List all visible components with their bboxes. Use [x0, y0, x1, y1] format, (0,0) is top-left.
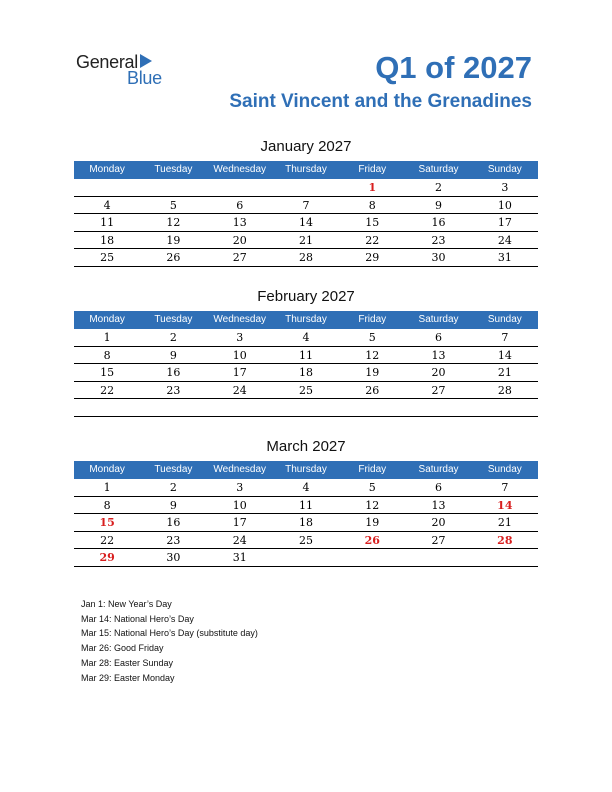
day-cell [207, 179, 273, 196]
day-cell: 3 [236, 481, 244, 494]
day-cell: 21 [497, 516, 512, 529]
day-cell: 18 [298, 366, 313, 379]
day-cell [74, 179, 140, 196]
day-cell: 16 [166, 366, 181, 379]
day-cell: 17 [232, 366, 247, 379]
day-cell: 14 [497, 498, 513, 512]
day-cell: 24 [232, 383, 247, 397]
day-cell: 5 [368, 331, 376, 344]
day-cell: 2 [169, 481, 177, 494]
day-cell: 12 [166, 216, 181, 229]
day-cell: 11 [298, 348, 313, 362]
day-cell: 5 [368, 481, 376, 494]
day-cell: 23 [431, 233, 446, 247]
weekday-label: Saturday [418, 464, 459, 475]
week-row [74, 497, 538, 515]
day-cell: 27 [431, 533, 446, 547]
weekday-label: Saturday [418, 314, 459, 325]
day-cell: 15 [365, 216, 380, 229]
day-cell: 12 [365, 348, 380, 362]
day-cell: 3 [236, 331, 244, 344]
day-cell: 28 [298, 251, 313, 264]
day-cell: 18 [100, 233, 115, 247]
day-cell: 22 [100, 383, 115, 397]
weekday-label: Friday [358, 314, 387, 325]
day-cell: 11 [100, 216, 115, 229]
week-row [74, 249, 538, 267]
day-cell [405, 399, 471, 416]
day-cell: 21 [497, 366, 512, 379]
day-cell: 21 [298, 233, 313, 247]
logo-blue-text: Blue [127, 68, 162, 88]
week-row [74, 514, 538, 532]
week-row [74, 232, 538, 250]
day-cell: 11 [298, 498, 313, 512]
day-cell: 20 [232, 233, 247, 247]
holiday-notes [81, 597, 258, 685]
day-cell [273, 179, 339, 196]
day-cell: 30 [431, 251, 446, 264]
weekday-label: Thursday [285, 314, 327, 325]
weekday-label: Thursday [285, 164, 327, 175]
day-cell: 10 [232, 348, 247, 362]
day-cell [74, 399, 140, 416]
day-cell: 20 [431, 516, 446, 529]
page-title: Q1 of 2027 [375, 50, 532, 85]
day-cell: 28 [497, 533, 513, 547]
month-february [74, 287, 538, 417]
day-cell: 1 [103, 481, 111, 494]
day-cell: 5 [169, 198, 177, 212]
day-cell: 23 [166, 533, 181, 547]
month-january [74, 137, 538, 267]
logo-general-text: General [76, 52, 138, 72]
day-cell: 1 [103, 331, 111, 344]
day-cell: 6 [236, 198, 244, 212]
day-cell [339, 549, 405, 566]
day-cell: 20 [431, 366, 446, 379]
month-title: February 2027 [257, 288, 355, 305]
day-cell: 19 [166, 233, 181, 247]
day-cell: 25 [100, 251, 115, 264]
weekday-label: Monday [89, 164, 125, 175]
day-cell [207, 399, 273, 416]
weekday-label: Wednesday [213, 464, 267, 475]
holiday-note: Mar 29: Easter Monday [81, 672, 175, 683]
day-cell: 22 [100, 533, 115, 547]
weekday-header [74, 311, 538, 329]
day-cell: 16 [166, 516, 181, 529]
day-cell: 2 [435, 181, 443, 194]
day-cell: 18 [298, 516, 313, 529]
day-cell: 10 [497, 198, 512, 212]
day-cell: 13 [431, 348, 446, 362]
month-title: January 2027 [260, 138, 352, 155]
week-row [74, 532, 538, 550]
day-cell: 24 [497, 233, 512, 247]
day-cell: 15 [99, 516, 115, 529]
day-cell: 3 [501, 181, 509, 194]
holiday-note: Mar 14: National Hero’s Day [81, 613, 194, 624]
logo-flag-icon [140, 54, 152, 68]
day-cell: 17 [232, 516, 247, 529]
day-cell: 19 [365, 366, 380, 379]
day-cell: 22 [365, 233, 380, 247]
week-row [74, 479, 538, 497]
day-cell: 8 [368, 198, 376, 212]
day-cell: 13 [431, 498, 446, 512]
day-cell: 26 [166, 251, 181, 264]
day-cell: 4 [302, 481, 310, 494]
week-row [74, 399, 538, 417]
day-cell: 17 [497, 216, 512, 229]
day-cell: 31 [232, 551, 247, 564]
weekday-label: Friday [358, 464, 387, 475]
day-cell: 6 [435, 331, 443, 344]
holiday-note: Mar 26: Good Friday [81, 643, 164, 654]
weekday-label: Friday [358, 164, 387, 175]
day-cell: 14 [497, 348, 512, 362]
day-cell: 1 [368, 181, 377, 194]
weekday-label: Tuesday [154, 164, 193, 175]
holiday-note: Mar 15: National Hero’s Day (substitute day) [81, 628, 258, 639]
week-row [74, 382, 538, 400]
day-cell: 23 [166, 383, 181, 397]
weekday-label: Sunday [487, 164, 522, 175]
weekday-label: Sunday [487, 314, 522, 325]
weekday-label: Thursday [285, 464, 327, 475]
day-cell [140, 399, 206, 416]
week-row [74, 197, 538, 215]
day-cell: 16 [431, 216, 446, 229]
weekday-label: Wednesday [213, 314, 267, 325]
day-cell: 7 [501, 331, 509, 344]
day-cell [472, 549, 538, 566]
day-cell: 4 [103, 198, 111, 212]
weekday-label: Monday [89, 314, 125, 325]
day-cell: 29 [99, 551, 115, 564]
month-title: March 2027 [266, 438, 346, 455]
day-cell: 9 [435, 198, 443, 212]
weekday-header [74, 161, 538, 179]
day-cell: 2 [169, 331, 177, 344]
day-cell: 8 [103, 498, 111, 512]
day-cell: 4 [302, 331, 310, 344]
day-cell: 9 [169, 348, 177, 362]
day-cell: 15 [100, 366, 115, 379]
weekday-label: Monday [89, 464, 125, 475]
day-cell: 27 [232, 251, 247, 264]
day-cell: 13 [232, 216, 247, 229]
day-cell: 10 [232, 498, 247, 512]
day-cell: 27 [431, 383, 446, 397]
day-cell [273, 399, 339, 416]
weekday-label: Tuesday [154, 314, 193, 325]
holiday-note: Mar 28: Easter Sunday [81, 657, 174, 668]
day-cell [273, 549, 339, 566]
week-row [74, 329, 538, 347]
day-cell: 31 [497, 251, 512, 264]
day-cell: 8 [103, 348, 111, 362]
day-cell [472, 399, 538, 416]
holiday-note: Jan 1: New Year’s Day [81, 599, 172, 609]
day-cell: 24 [232, 533, 247, 547]
weekday-label: Wednesday [213, 164, 267, 175]
day-cell: 12 [365, 498, 380, 512]
day-cell [339, 399, 405, 416]
week-row [74, 214, 538, 232]
weekday-label: Tuesday [154, 464, 193, 475]
generalblue-logo [76, 52, 186, 92]
weekday-header [74, 461, 538, 479]
week-row [74, 364, 538, 382]
day-cell: 7 [302, 198, 310, 212]
day-cell: 6 [435, 481, 443, 494]
weekday-label: Saturday [418, 164, 459, 175]
week-row [74, 347, 538, 365]
day-cell: 29 [365, 251, 380, 264]
day-cell [140, 179, 206, 196]
day-cell: 7 [501, 481, 509, 494]
page-subtitle: Saint Vincent and the Grenadines [229, 91, 532, 112]
day-cell: 14 [298, 216, 313, 229]
weekday-label: Sunday [487, 464, 522, 475]
day-cell: 25 [298, 383, 313, 397]
day-cell: 26 [364, 533, 380, 547]
day-cell: 26 [365, 383, 380, 397]
week-row [74, 179, 538, 197]
day-cell [405, 549, 471, 566]
day-cell: 30 [166, 551, 181, 564]
month-march [74, 437, 538, 567]
day-cell: 19 [365, 516, 380, 529]
day-cell: 9 [169, 498, 177, 512]
day-cell: 28 [497, 383, 512, 397]
day-cell: 25 [298, 533, 313, 547]
week-row [74, 549, 538, 567]
